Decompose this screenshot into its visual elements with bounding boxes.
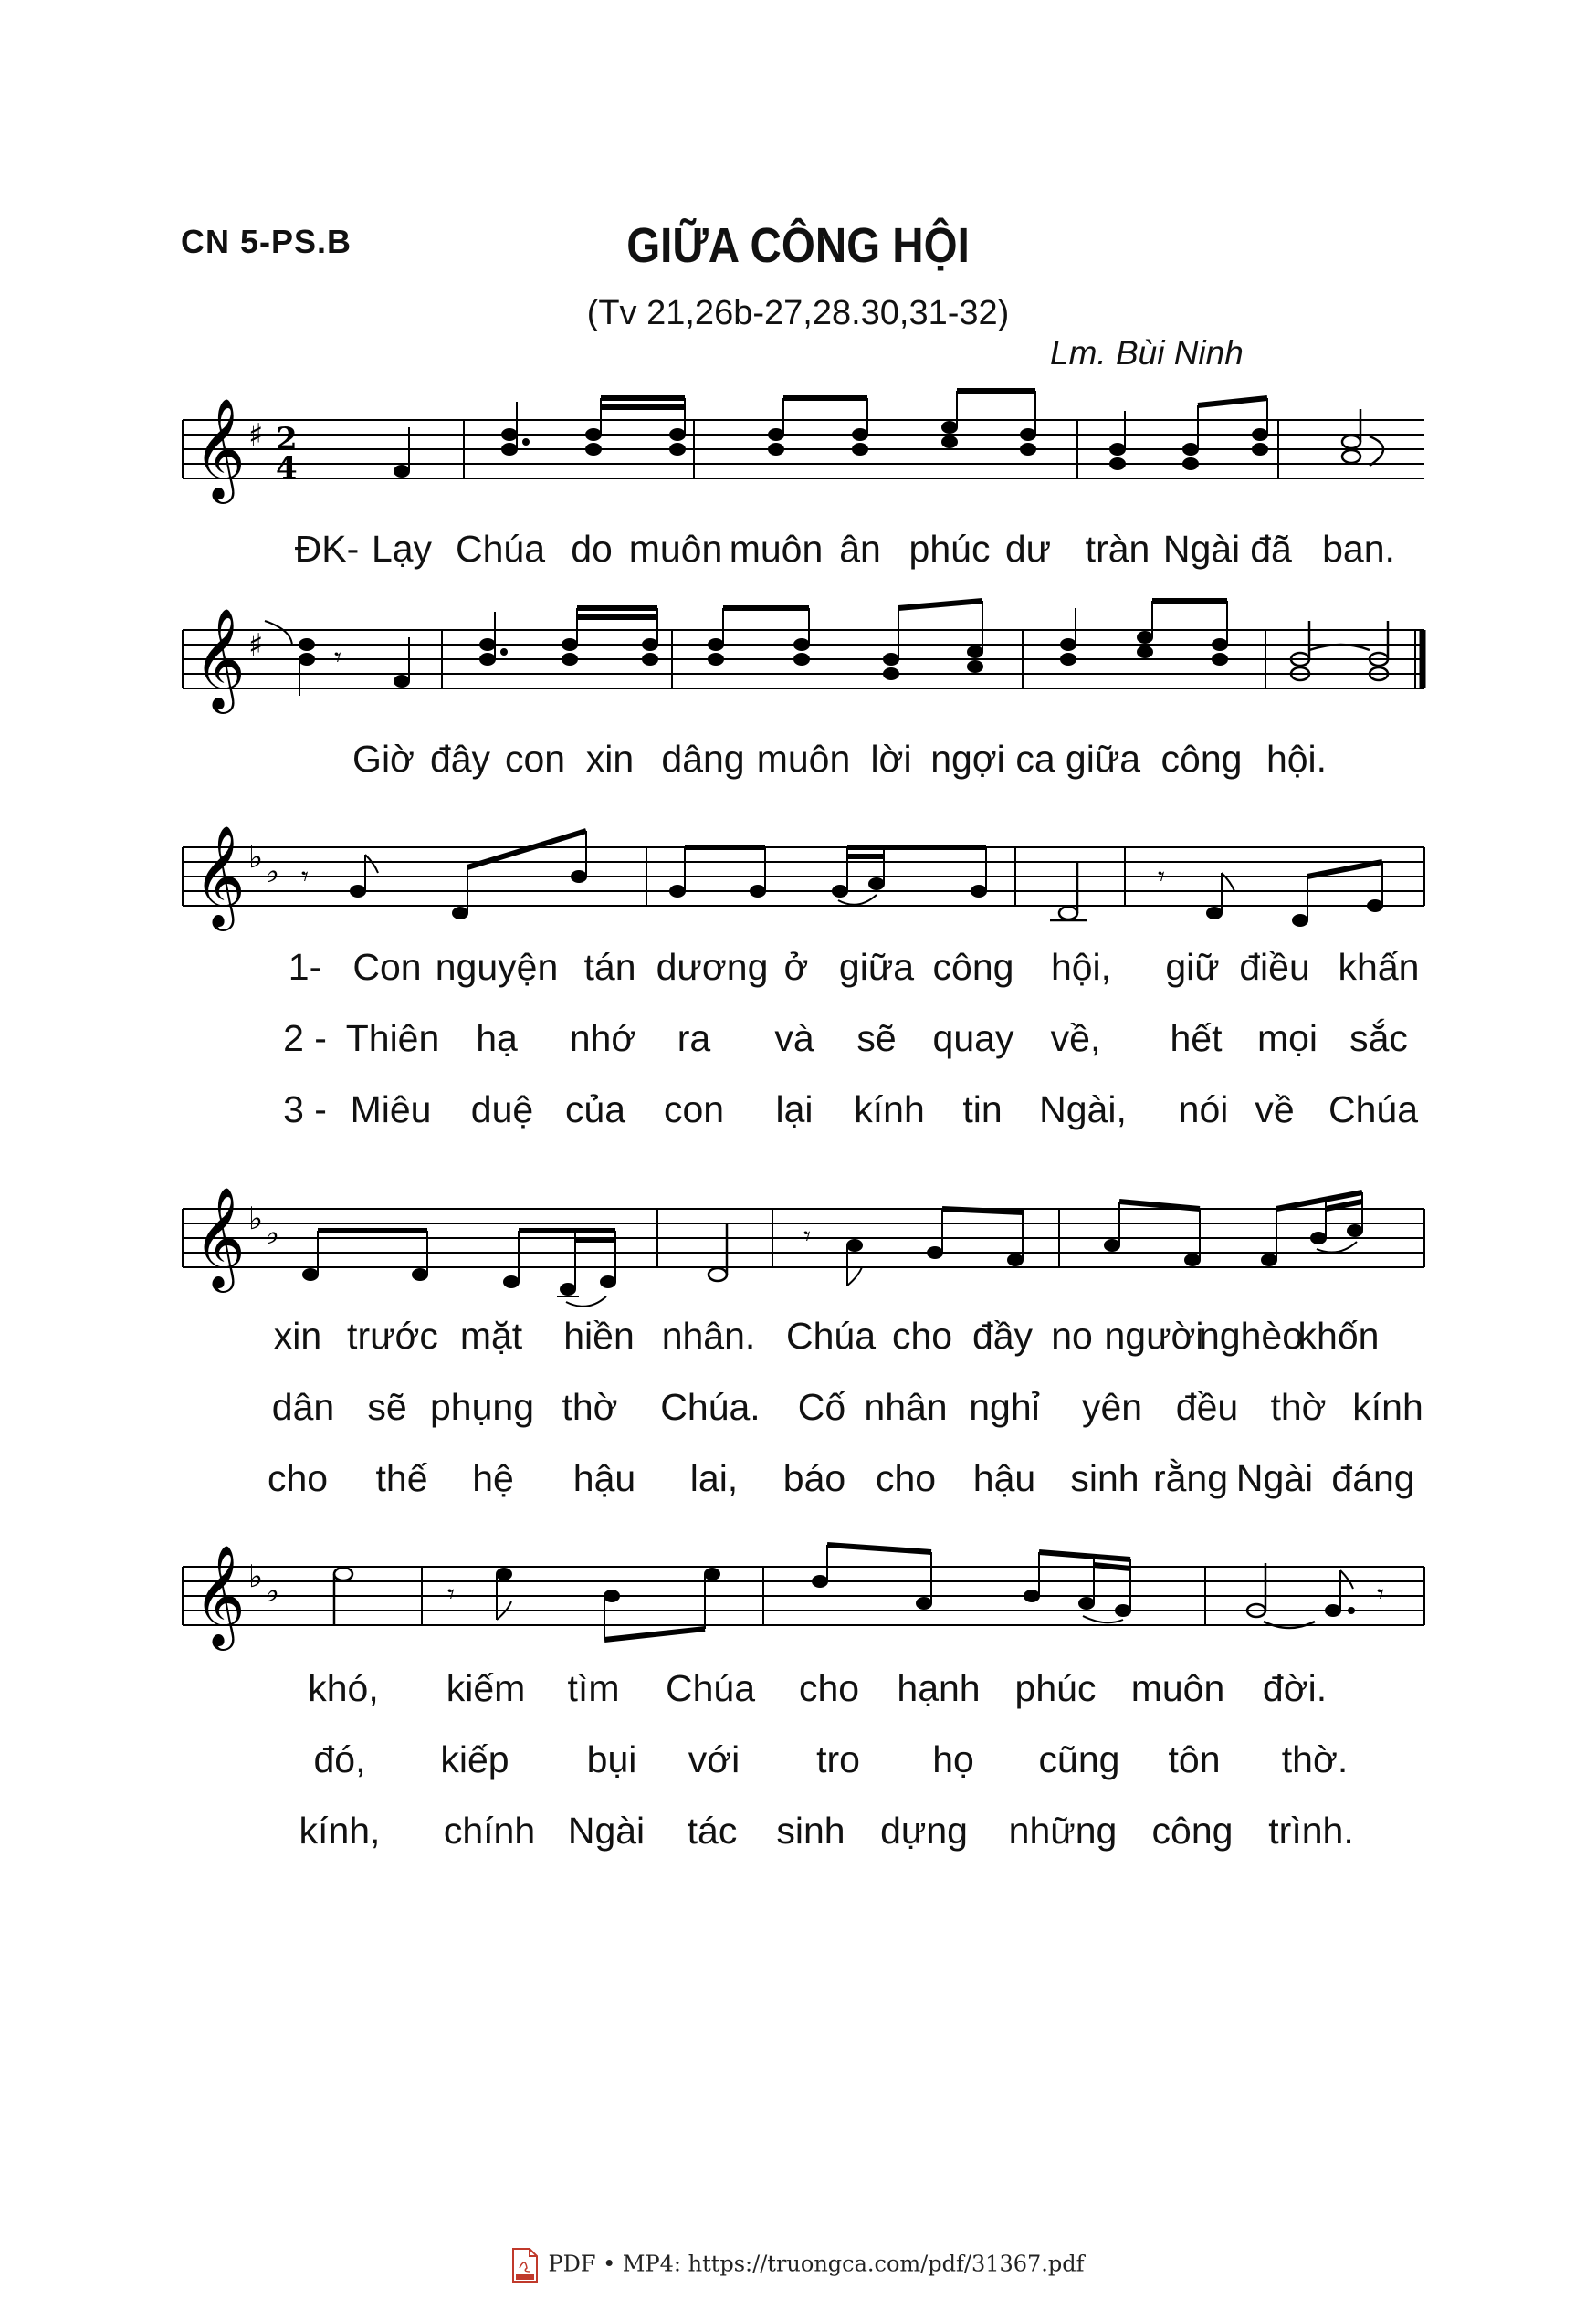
lyric-word: Ngài [567,1810,646,1852]
lyric-word: thờ [1270,1386,1327,1428]
svg-text:𝄞: 𝄞 [194,824,246,927]
lyric-word: thờ [562,1386,618,1428]
lyric-word: hiền [563,1315,635,1357]
svg-text:𝄾: 𝄾 [447,1579,455,1611]
lyric-word: với [688,1738,740,1780]
lyric-word: những [1008,1810,1118,1852]
lyric-word: kính [1352,1386,1423,1428]
lyric-word: muôn [1130,1667,1225,1709]
lyrics-line-1 [0,528,1596,573]
lyric-word: dư [1004,528,1052,570]
staff-3 [0,803,1596,940]
lyric-word: tôn [1168,1738,1221,1780]
lyric-word: giữa [838,946,915,988]
lyric-word: muôn [729,528,824,570]
svg-text:♭: ♭ [265,1215,280,1252]
lyric-word: Chúa. [660,1386,761,1428]
lyric-word: giữa [1065,738,1141,780]
svg-text:𝄞: 𝄞 [194,1544,246,1646]
svg-text:𝄞: 𝄞 [194,607,246,709]
lyric-word: ở [783,946,809,988]
lyric-word: kính, [299,1810,381,1852]
lyric-word: hội, [1050,946,1112,988]
lyric-word: no [1051,1315,1093,1357]
lyric-word: khó, [308,1667,379,1709]
lyric-word: thờ. [1281,1738,1349,1780]
lyric-word: nhân [864,1386,948,1428]
lyric-word: hạnh [897,1667,981,1709]
lyric-word: tán [583,946,636,988]
lyric-word: cho [267,1457,329,1499]
svg-text:♭: ♭ [265,854,280,890]
lyric-word: sẽ [856,1017,897,1059]
lyric-word: bụi [586,1738,637,1780]
lyric-word: giữ [1165,946,1220,988]
verse-2-line-1 [0,1017,1596,1063]
lyric-word: họ [932,1738,974,1780]
lyric-word: con [504,738,566,780]
lyric-word: phúc [908,528,991,570]
verse-1-line-2 [0,1315,1596,1360]
lyric-word: hạ [476,1017,518,1059]
lyric-word: cho [875,1457,937,1499]
svg-text:♯: ♯ [248,627,264,664]
lyric-word: kiếp [440,1738,509,1780]
lyric-word: nói [1178,1088,1229,1130]
lyric-word: Chúa [785,1315,877,1357]
svg-text:♭: ♭ [248,1201,264,1237]
lyric-word: kiếm [446,1667,526,1709]
lyric-word: hậu [572,1457,636,1499]
psalm-reference: (Tv 21,26b-27,28.30,31-32) [586,294,1010,332]
lyric-word: Lạy [371,528,433,570]
lyric-word: công [1160,738,1243,780]
verse-2-line-3 [0,1738,1596,1784]
lyric-word: hậu [972,1457,1036,1499]
song-title: GIỮA CÔNG HỘI [626,218,970,273]
song-code: CN 5-PS.B [181,223,352,260]
lyric-word: ca [1015,738,1055,780]
svg-text:𝄾: 𝄾 [1377,1579,1384,1611]
lyric-word: nguyện [435,946,559,988]
lyric-word: sắc [1349,1017,1408,1059]
lyric-word: Ngài [1235,1457,1314,1499]
lyric-word: tràn [1085,528,1150,570]
lyric-word: dâng [661,738,745,780]
lyric-word: dân [271,1386,335,1428]
lyric-word: lai, [689,1457,739,1499]
lyric-word: trước [347,1315,438,1357]
lyric-word: mọi [1256,1017,1318,1059]
lyric-word: công [932,946,1014,988]
lyric-word: trình. [1268,1810,1354,1852]
verse-3-line-1 [0,1088,1596,1134]
lyric-word: Chúa [1328,1088,1419,1130]
lyric-word: nhớ [569,1017,636,1059]
lyric-word: dương [656,946,769,988]
lyric-word: sẽ [367,1386,407,1428]
lyric-word: đây [429,738,491,780]
lyric-word: xin [585,738,635,780]
lyric-word: và [774,1017,814,1059]
lyric-word: rằng [1152,1457,1229,1499]
staff-4 [0,1172,1596,1318]
lyric-word: Con [352,946,422,988]
svg-text:𝄞: 𝄞 [194,1186,246,1288]
lyric-word: khấn [1338,946,1420,988]
lyric-word: đầy [971,1315,1034,1357]
lyric-word: ra [677,1017,711,1059]
lyric-word: đáng [1331,1457,1415,1499]
svg-text:𝄾: 𝄾 [334,642,341,674]
lyric-word: do [571,528,613,570]
lyric-word: 1- [288,946,322,988]
lyric-word: Giờ [352,738,415,780]
lyric-word: Ngài [1162,528,1241,570]
lyric-word: Chúa [665,1667,756,1709]
lyric-word: cũng [1038,1738,1120,1780]
lyric-word: nhân. [661,1315,756,1357]
svg-text:♭: ♭ [248,839,264,876]
lyric-word: mặt [459,1315,523,1357]
lyric-word: đời. [1262,1667,1328,1709]
treble-clef-icon: 𝄞 [194,397,246,499]
lyric-word: công [1151,1810,1234,1852]
lyric-word: cho [891,1315,953,1357]
staff-1 [0,383,1596,520]
lyric-word: xin [273,1315,322,1357]
lyric-word: muôn [756,738,851,780]
staff-2 [0,593,1596,730]
verse-3-line-2 [0,1457,1596,1503]
lyric-word: đã [1250,528,1292,570]
verse-1-line-1 [0,946,1596,992]
lyric-word: con [663,1088,725,1130]
lyric-word: phúc [1014,1667,1097,1709]
lyric-word: duệ [470,1088,534,1130]
lyric-word: ban. [1322,528,1395,570]
svg-text:𝄾: 𝄾 [301,861,309,893]
lyric-word: phụng [429,1386,535,1428]
lyric-word: ân [839,528,881,570]
lyric-word: tìm [567,1667,620,1709]
lyric-word: ĐK- [294,528,360,570]
lyric-word: tro [816,1738,860,1780]
lyric-word: Miêu [350,1088,432,1130]
lyric-word: về, [1050,1017,1101,1059]
lyric-word: nghỉ [969,1386,1040,1428]
lyric-word: kính [854,1088,925,1130]
lyric-word: hội. [1265,738,1328,780]
lyric-word: cho [798,1667,860,1709]
lyric-word: tác [687,1810,738,1852]
lyric-word: khốn [1297,1315,1380,1357]
lyric-word: báo [782,1457,846,1499]
staff-5 [0,1530,1596,1667]
lyric-word: muôn [628,528,723,570]
verse-2-line-2 [0,1386,1596,1432]
composer: Lm. Bùi Ninh [1050,334,1244,372]
svg-text:𝄾: 𝄾 [803,1221,811,1253]
svg-text:♯: ♯ [248,417,264,454]
lyric-word: quay [932,1017,1014,1059]
svg-text:♭: ♭ [248,1559,264,1595]
lyric-word: sinh [1070,1457,1139,1499]
lyric-word: Cố [797,1386,846,1428]
lyric-word: tin [962,1088,1003,1130]
lyric-word: 2 - [283,1017,327,1059]
lyric-word: thế [375,1457,428,1499]
footer [0,2248,1596,2283]
lyric-word: của [564,1088,626,1130]
footer-link[interactable]: PDF • MP4: https://truongca.com/pdf/31367.pdf [548,2251,1085,2277]
lyric-word: lại [775,1088,814,1130]
lyric-word: người [1104,1315,1204,1357]
lyric-word: hết [1170,1017,1223,1059]
lyric-word: dựng [880,1810,968,1852]
verse-3-line-3 [0,1810,1596,1855]
time-signature: 2 [276,421,298,457]
lyric-word: sinh [776,1810,845,1852]
lyric-word: ngợi [930,738,1005,780]
svg-text:♭: ♭ [265,1573,280,1610]
lyric-word: Thiên [345,1017,440,1059]
lyric-word: về [1255,1088,1295,1130]
svg-text:𝄾: 𝄾 [1158,861,1165,893]
svg-text:4: 4 [276,450,298,487]
lyric-word: lời [870,738,912,780]
lyric-word: điều [1239,946,1310,988]
pdf-icon[interactable] [511,2248,539,2283]
lyric-word: Chúa [455,528,546,570]
lyric-word: 3 - [283,1088,327,1130]
lyric-word: Ngài, [1039,1088,1127,1130]
lyric-word: đó, [313,1738,366,1780]
lyrics-line-2 [0,738,1596,783]
verse-1-line-3 [0,1667,1596,1713]
lyric-word: yên [1081,1386,1143,1428]
lyric-word: đều [1175,1386,1239,1428]
lyric-word: hệ [472,1457,514,1499]
lyric-word: chính [443,1810,536,1852]
lyric-word: nghèo [1198,1315,1304,1357]
